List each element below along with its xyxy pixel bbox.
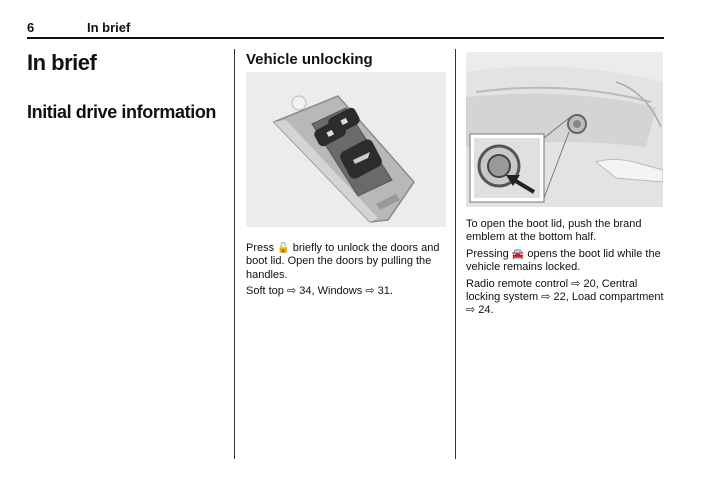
reference-arrow-icon: ⇨ — [466, 304, 476, 317]
chapter-title: In brief — [27, 50, 97, 75]
unlock-button-icon: 🔓 — [277, 243, 290, 254]
paragraph: To open the boot lid, push the brand emblem at the bottom half. — [466, 218, 642, 244]
running-header: In brief — [87, 20, 131, 35]
paragraph: Press 🔓 briefly to unlock the doors and boot lid. Open the doors by pulling the handles. — [246, 242, 440, 281]
reference-arrow-icon: ⇨ — [365, 285, 375, 298]
paragraph: Pressing 🚘 opens the boot lid while the vehicle remains locked. — [466, 247, 661, 274]
column-divider-right — [455, 49, 456, 459]
subsection-heading: Vehicle unlocking — [246, 51, 373, 68]
boot-lid-button-icon: 🚘 — [511, 248, 525, 260]
folding-key-drawing — [246, 72, 446, 227]
unlock-instructions — [246, 242, 446, 302]
column-divider-left — [234, 49, 235, 459]
boot-lid-instructions — [466, 218, 666, 321]
header-rule — [27, 37, 664, 39]
boot-lid-drawing — [466, 52, 663, 207]
reference-arrow-icon: ⇨ — [541, 291, 551, 304]
section-title: Initial drive information — [27, 102, 217, 122]
boot-emblem-illustration — [466, 52, 663, 207]
key-illustration — [246, 72, 446, 227]
paragraph: Radio remote control ⇨ 20, Central locking system ⇨ 22, Load compartment ⇨ 24. — [466, 277, 664, 317]
reference-arrow-icon: ⇨ — [286, 285, 297, 298]
paragraph: Soft top ⇨ 34, Windows ⇨ 31. — [246, 285, 393, 298]
page-number: 6 — [27, 20, 35, 35]
reference-arrow-icon: ⇨ — [571, 277, 581, 290]
